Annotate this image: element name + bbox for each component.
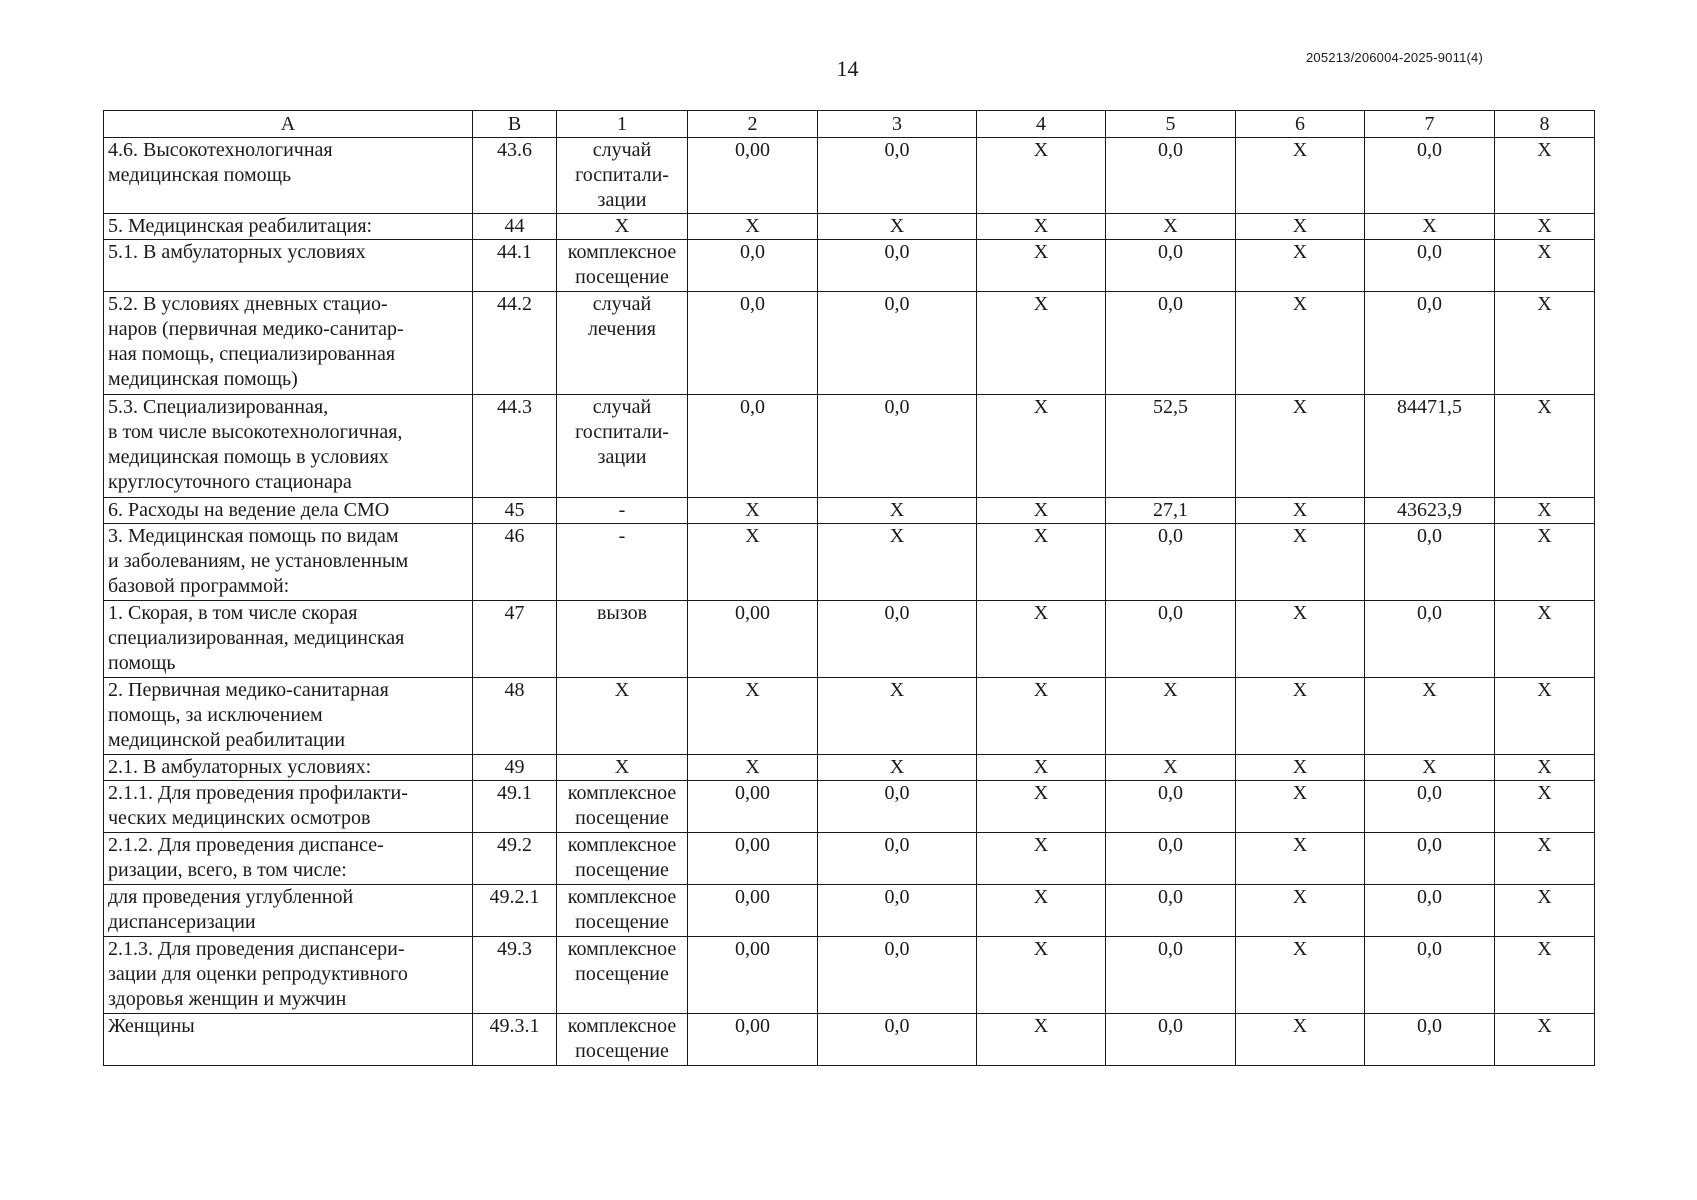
cell-col-2: 0,00 <box>688 781 818 833</box>
cell-col-4: Х <box>977 937 1106 1014</box>
cell-col-5: 0,0 <box>1106 937 1236 1014</box>
table-row <box>104 755 1595 781</box>
cell-row-code: 46 <box>473 524 557 601</box>
cell-description: 5.3. Специализированная, в том числе высокотехнологичная, медицинская помощь в условиях круглосуточного стационара <box>104 395 473 498</box>
table-row <box>104 138 1595 214</box>
cell-col-2: 0,00 <box>688 937 818 1014</box>
cell-unit: вызов <box>557 601 688 678</box>
cell-col-7: 0,0 <box>1365 885 1495 937</box>
cell-col-7: 0,0 <box>1365 292 1495 395</box>
cell-col-6: Х <box>1236 214 1365 240</box>
cell-col-3: 0,0 <box>818 601 977 678</box>
cell-unit: Х <box>557 214 688 240</box>
cell-col-8: Х <box>1495 1014 1595 1066</box>
cell-col-6: Х <box>1236 781 1365 833</box>
cell-col-2: 0,00 <box>688 1014 818 1066</box>
cell-col-5: 0,0 <box>1106 833 1236 885</box>
cell-row-code: 43.6 <box>473 138 557 214</box>
cell-row-code: 48 <box>473 678 557 755</box>
cell-col-3: 0,0 <box>818 138 977 214</box>
cell-col-5: 0,0 <box>1106 240 1236 292</box>
data-table <box>103 110 1595 1066</box>
cell-col-4: Х <box>977 678 1106 755</box>
cell-col-7: Х <box>1365 678 1495 755</box>
cell-col-3: Х <box>818 755 977 781</box>
cell-row-code: 44.3 <box>473 395 557 498</box>
header-cell-3: 3 <box>818 111 977 138</box>
cell-unit: комплексное посещение <box>557 833 688 885</box>
cell-col-3: 0,0 <box>818 937 977 1014</box>
cell-description: 2.1. В амбулаторных условиях: <box>104 755 473 781</box>
cell-col-2: Х <box>688 524 818 601</box>
table-row <box>104 1014 1595 1066</box>
cell-unit: - <box>557 498 688 524</box>
table-body <box>104 138 1595 1066</box>
cell-col-4: Х <box>977 601 1106 678</box>
cell-description: 3. Медицинская помощь по видам и заболеваниям, не установленным базовой программой: <box>104 524 473 601</box>
cell-row-code: 49.1 <box>473 781 557 833</box>
cell-col-7: 0,0 <box>1365 524 1495 601</box>
cell-col-6: Х <box>1236 833 1365 885</box>
cell-col-7: 0,0 <box>1365 240 1495 292</box>
cell-col-7: 0,0 <box>1365 601 1495 678</box>
cell-col-8: Х <box>1495 138 1595 214</box>
cell-col-3: 0,0 <box>818 1014 977 1066</box>
cell-col-7: 0,0 <box>1365 1014 1495 1066</box>
cell-col-3: Х <box>818 678 977 755</box>
table-row <box>104 833 1595 885</box>
cell-unit: комплексное посещение <box>557 885 688 937</box>
cell-col-6: Х <box>1236 138 1365 214</box>
cell-col-5: 0,0 <box>1106 885 1236 937</box>
cell-col-2: 0,0 <box>688 395 818 498</box>
cell-col-5: 0,0 <box>1106 781 1236 833</box>
cell-col-3: 0,0 <box>818 240 977 292</box>
cell-unit: случай госпитали- зации <box>557 395 688 498</box>
cell-row-code: 44.1 <box>473 240 557 292</box>
cell-unit: комплексное посещение <box>557 240 688 292</box>
cell-unit: комплексное посещение <box>557 937 688 1014</box>
table-row <box>104 781 1595 833</box>
cell-col-3: Х <box>818 498 977 524</box>
cell-col-8: Х <box>1495 937 1595 1014</box>
cell-description: 2. Первичная медико-санитарная помощь, за исключением медицинской реабилитации <box>104 678 473 755</box>
cell-col-4: Х <box>977 498 1106 524</box>
cell-description: 2.1.3. Для проведения диспансери- зации для оценки репродуктивного здоровья женщин и мужчин <box>104 937 473 1014</box>
cell-col-4: Х <box>977 1014 1106 1066</box>
cell-col-4: Х <box>977 524 1106 601</box>
cell-col-8: Х <box>1495 781 1595 833</box>
cell-col-6: Х <box>1236 937 1365 1014</box>
cell-col-7: Х <box>1365 214 1495 240</box>
cell-unit: случай госпитали- зации <box>557 138 688 214</box>
cell-col-4: Х <box>977 395 1106 498</box>
table-row <box>104 524 1595 601</box>
header-cell-7: 7 <box>1365 111 1495 138</box>
header-cell-2: 2 <box>688 111 818 138</box>
table-row <box>104 885 1595 937</box>
cell-description: 5.2. В условиях дневных стацио- наров (первичная медико-санитар- ная помощь, специализированная медицинская помощь) <box>104 292 473 395</box>
cell-col-4: Х <box>977 885 1106 937</box>
table-row <box>104 292 1595 395</box>
cell-description: 6. Расходы на ведение дела СМО <box>104 498 473 524</box>
cell-col-4: Х <box>977 292 1106 395</box>
cell-col-8: Х <box>1495 601 1595 678</box>
cell-col-7: 0,0 <box>1365 138 1495 214</box>
cell-col-5: 0,0 <box>1106 1014 1236 1066</box>
cell-col-8: Х <box>1495 214 1595 240</box>
cell-col-8: Х <box>1495 885 1595 937</box>
table-row <box>104 214 1595 240</box>
cell-description: 4.6. Высокотехнологичная медицинская помощь <box>104 138 473 214</box>
cell-col-8: Х <box>1495 524 1595 601</box>
cell-col-7: 0,0 <box>1365 781 1495 833</box>
cell-col-3: Х <box>818 214 977 240</box>
cell-col-3: Х <box>818 524 977 601</box>
cell-col-3: 0,0 <box>818 395 977 498</box>
cell-unit: Х <box>557 678 688 755</box>
cell-unit: комплексное посещение <box>557 781 688 833</box>
header-cell-4: 4 <box>977 111 1106 138</box>
cell-col-8: Х <box>1495 292 1595 395</box>
cell-col-7: 43623,9 <box>1365 498 1495 524</box>
cell-col-6: Х <box>1236 524 1365 601</box>
cell-row-code: 49 <box>473 755 557 781</box>
table-row <box>104 937 1595 1014</box>
cell-row-code: 49.3 <box>473 937 557 1014</box>
cell-unit: случай лечения <box>557 292 688 395</box>
header-cell-1: 1 <box>557 111 688 138</box>
cell-col-3: 0,0 <box>818 292 977 395</box>
cell-row-code: 45 <box>473 498 557 524</box>
cell-col-6: Х <box>1236 755 1365 781</box>
document-id: 205213/206004-2025-9011(4) <box>1306 50 1483 65</box>
cell-col-2: Х <box>688 498 818 524</box>
cell-col-5: Х <box>1106 214 1236 240</box>
cell-col-7: Х <box>1365 755 1495 781</box>
cell-col-2: 0,0 <box>688 240 818 292</box>
cell-col-2: Х <box>688 214 818 240</box>
cell-col-8: Х <box>1495 395 1595 498</box>
cell-col-4: Х <box>977 755 1106 781</box>
cell-col-6: Х <box>1236 498 1365 524</box>
cell-col-8: Х <box>1495 498 1595 524</box>
cell-row-code: 47 <box>473 601 557 678</box>
cell-col-6: Х <box>1236 395 1365 498</box>
header-cell-5: 5 <box>1106 111 1236 138</box>
cell-description: Женщины <box>104 1014 473 1066</box>
cell-col-8: Х <box>1495 240 1595 292</box>
cell-col-7: 84471,5 <box>1365 395 1495 498</box>
cell-col-6: Х <box>1236 1014 1365 1066</box>
cell-col-6: Х <box>1236 240 1365 292</box>
table-row <box>104 395 1595 498</box>
cell-col-2: 0,00 <box>688 885 818 937</box>
cell-col-4: Х <box>977 214 1106 240</box>
cell-row-code: 49.2 <box>473 833 557 885</box>
header-cell-a: A <box>104 111 473 138</box>
cell-col-2: Х <box>688 755 818 781</box>
cell-col-2: 0,00 <box>688 138 818 214</box>
header-cell-b: B <box>473 111 557 138</box>
cell-col-4: Х <box>977 240 1106 292</box>
cell-col-4: Х <box>977 833 1106 885</box>
cell-col-2: Х <box>688 678 818 755</box>
cell-col-6: Х <box>1236 678 1365 755</box>
table-row <box>104 601 1595 678</box>
cell-col-5: 0,0 <box>1106 138 1236 214</box>
cell-col-7: 0,0 <box>1365 833 1495 885</box>
cell-description: 5.1. В амбулаторных условиях <box>104 240 473 292</box>
header-cell-6: 6 <box>1236 111 1365 138</box>
cell-row-code: 49.3.1 <box>473 1014 557 1066</box>
table-row <box>104 678 1595 755</box>
cell-col-3: 0,0 <box>818 885 977 937</box>
cell-col-5: Х <box>1106 678 1236 755</box>
cell-col-6: Х <box>1236 885 1365 937</box>
cell-col-2: 0,00 <box>688 601 818 678</box>
cell-description: 2.1.1. Для проведения профилакти- ческих медицинских осмотров <box>104 781 473 833</box>
cell-col-8: Х <box>1495 678 1595 755</box>
cell-description: 1. Скорая, в том числе скорая специализированная, медицинская помощь <box>104 601 473 678</box>
cell-col-6: Х <box>1236 292 1365 395</box>
cell-col-5: 27,1 <box>1106 498 1236 524</box>
cell-row-code: 49.2.1 <box>473 885 557 937</box>
header-row <box>104 111 1595 138</box>
cell-col-5: 0,0 <box>1106 601 1236 678</box>
cell-col-4: Х <box>977 781 1106 833</box>
cell-unit: - <box>557 524 688 601</box>
cell-row-code: 44 <box>473 214 557 240</box>
table-row <box>104 240 1595 292</box>
cell-description: для проведения углубленной диспансеризации <box>104 885 473 937</box>
cell-col-8: Х <box>1495 755 1595 781</box>
cell-col-3: 0,0 <box>818 833 977 885</box>
cell-unit: Х <box>557 755 688 781</box>
cell-col-6: Х <box>1236 601 1365 678</box>
header-cell-8: 8 <box>1495 111 1595 138</box>
cell-col-7: 0,0 <box>1365 937 1495 1014</box>
cell-col-5: 52,5 <box>1106 395 1236 498</box>
cell-description: 2.1.2. Для проведения диспансе- ризации, всего, в том числе: <box>104 833 473 885</box>
page-number-text: 14 <box>836 56 859 81</box>
cell-col-2: 0,0 <box>688 292 818 395</box>
cell-row-code: 44.2 <box>473 292 557 395</box>
cell-col-8: Х <box>1495 833 1595 885</box>
cell-col-5: Х <box>1106 755 1236 781</box>
table-row <box>104 498 1595 524</box>
cell-col-5: 0,0 <box>1106 524 1236 601</box>
cell-col-2: 0,00 <box>688 833 818 885</box>
cell-unit: комплексное посещение <box>557 1014 688 1066</box>
cell-col-3: 0,0 <box>818 781 977 833</box>
cell-description: 5. Медицинская реабилитация: <box>104 214 473 240</box>
cell-col-4: Х <box>977 138 1106 214</box>
cell-col-5: 0,0 <box>1106 292 1236 395</box>
